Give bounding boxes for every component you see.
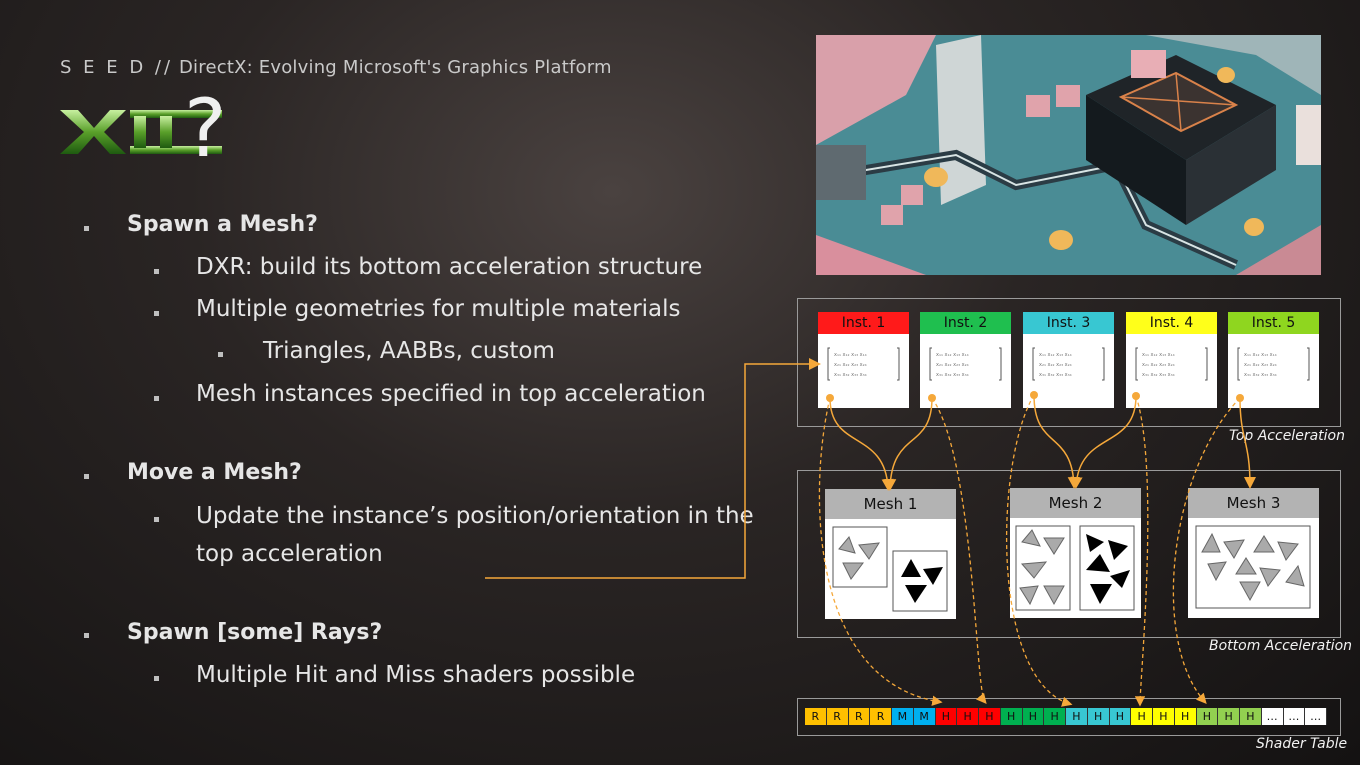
svg-text:x₂₁ x₂₂ x₂₃ x₂₄: x₂₁ x₂₂ x₂₃ x₂₄ (1244, 362, 1277, 368)
shader-table-cell: H (1001, 708, 1023, 725)
svg-text:x₂₁ x₂₂ x₂₃ x₂₄: x₂₁ x₂₂ x₂₃ x₂₄ (1039, 362, 1072, 368)
svg-text:x₃₁ x₃₂ x₃₃ x₃₄: x₃₁ x₃₂ x₃₃ x₃₄ (936, 372, 969, 378)
slide-header (60, 57, 612, 78)
mesh-3-header: Mesh 3 (1188, 488, 1319, 518)
shader-table-cell: H (957, 708, 979, 725)
scene-render-image (816, 35, 1321, 275)
matrix-icon (1023, 334, 1114, 408)
shader-table-cell: … (1284, 708, 1306, 725)
svg-text:x₂₁ x₂₂ x₂₃ x₂₄: x₂₁ x₂₂ x₂₃ x₂₄ (1142, 362, 1175, 368)
shader-table-cell: H (1088, 708, 1110, 725)
shader-table-cell: … (1262, 708, 1284, 725)
instance-4-header: Inst. 4 (1126, 312, 1217, 334)
shader-table-cell: H (1044, 708, 1066, 725)
shader-table-cell: H (1153, 708, 1175, 725)
instance-1-header: Inst. 1 (818, 312, 909, 334)
bullet-spawn-mesh: Spawn a Mesh? (127, 212, 318, 237)
matrix-icon (1126, 334, 1217, 408)
shader-table-label: Shader Table (1256, 736, 1348, 752)
matrix-icon (920, 334, 1011, 408)
shader-table-cell: R (849, 708, 871, 725)
shader-table-cell: R (870, 708, 892, 725)
matrix-icon (1228, 334, 1319, 408)
svg-text:x₁₁ x₁₂ x₁₃ x₁₄: x₁₁ x₁₂ x₁₃ x₁₄ (1039, 352, 1072, 358)
bullet-marker (154, 676, 159, 681)
bullet-marker (84, 474, 89, 479)
shader-table-cell: … (1305, 708, 1327, 725)
instance-3-header: Inst. 3 (1023, 312, 1114, 334)
directx-xii-logo (58, 82, 238, 175)
bullet-marker (218, 352, 223, 357)
bullet-marker (154, 311, 159, 316)
svg-text:x₁₁ x₁₂ x₁₃ x₁₄: x₁₁ x₁₂ x₁₃ x₁₄ (1244, 352, 1277, 358)
mesh-2-header: Mesh 2 (1010, 488, 1141, 518)
shader-table-cell: R (827, 708, 849, 725)
logo-question-mark: ? (184, 82, 227, 175)
svg-text:x₃₁ x₃₂ x₃₃ x₃₄: x₃₁ x₃₂ x₃₃ x₃₄ (1244, 372, 1277, 378)
shader-table-cell: H (1066, 708, 1088, 725)
header-prefix: S E E D // (60, 57, 174, 78)
bullet-hit-miss: Multiple Hit and Miss shaders possible (196, 662, 636, 688)
bullet-multiple-geometries: Multiple geometries for multiple materials (196, 296, 681, 322)
bullet-move-mesh: Move a Mesh? (127, 460, 302, 485)
svg-text:x₁₁ x₁₂ x₁₃ x₁₄: x₁₁ x₁₂ x₁₃ x₁₄ (1142, 352, 1175, 358)
svg-text:x₃₁ x₃₂ x₃₃ x₃₄: x₃₁ x₃₂ x₃₃ x₃₄ (1039, 372, 1072, 378)
bullet-spawn-rays: Spawn [some] Rays? (127, 620, 383, 645)
bullet-marker (154, 517, 159, 522)
shader-table-cell: H (1240, 708, 1262, 725)
shader-table-cell: H (1218, 708, 1240, 725)
mesh-3 (1188, 488, 1319, 618)
instance-5-header: Inst. 5 (1228, 312, 1319, 334)
bullet-update-instance-cont: top acceleration (196, 541, 383, 567)
shader-table-cell: H (1023, 708, 1045, 725)
shader-table-cell: M (892, 708, 914, 725)
instance-2-header: Inst. 2 (920, 312, 1011, 334)
instance-2 (920, 312, 1011, 408)
bullet-marker (154, 396, 159, 401)
mesh-1-geometry (825, 519, 956, 619)
bullet-marker (154, 269, 159, 274)
svg-text:x₁₁ x₁₂ x₁₃ x₁₄: x₁₁ x₁₂ x₁₃ x₁₄ (834, 352, 867, 358)
instance-5 (1228, 312, 1319, 408)
scene-illustration (816, 35, 1321, 275)
svg-text:x₂₁ x₂₂ x₂₃ x₂₄: x₂₁ x₂₂ x₂₃ x₂₄ (834, 362, 867, 368)
bullet-triangles: Triangles, AABBs, custom (263, 338, 555, 364)
instance-4 (1126, 312, 1217, 408)
bullet-marker (84, 633, 89, 638)
top-acceleration-label: Top Acceleration (1229, 428, 1345, 444)
shader-table-cell: H (1110, 708, 1132, 725)
shader-table-cell: H (1197, 708, 1219, 725)
shader-table-cell: H (1175, 708, 1197, 725)
instance-3 (1023, 312, 1114, 408)
bullet-mesh-instances: Mesh instances specified in top acceleration (196, 381, 706, 407)
mesh-1-header: Mesh 1 (825, 489, 956, 519)
header-title: DirectX: Evolving Microsoft's Graphics Platform (178, 57, 612, 78)
svg-text:x₂₁ x₂₂ x₂₃ x₂₄: x₂₁ x₂₂ x₂₃ x₂₄ (936, 362, 969, 368)
mesh-2-geometry (1010, 518, 1141, 618)
mesh-3-geometry (1188, 518, 1319, 618)
matrix-icon (818, 334, 909, 408)
mesh-2 (1010, 488, 1141, 618)
shader-table-cell: H (936, 708, 958, 725)
bullet-dxr-build: DXR: build its bottom acceleration structure (196, 254, 703, 280)
svg-text:x₁₁ x₁₂ x₁₃ x₁₄: x₁₁ x₁₂ x₁₃ x₁₄ (936, 352, 969, 358)
svg-text:x₃₁ x₃₂ x₃₃ x₃₄: x₃₁ x₃₂ x₃₃ x₃₄ (834, 372, 867, 378)
mesh-1 (825, 489, 956, 619)
bullet-marker (84, 226, 89, 231)
instance-1 (818, 312, 909, 408)
shader-table-cell: H (979, 708, 1001, 725)
bottom-acceleration-label: Bottom Acceleration (1209, 638, 1353, 654)
svg-text:x₃₁ x₃₂ x₃₃ x₃₄: x₃₁ x₃₂ x₃₃ x₃₄ (1142, 372, 1175, 378)
shader-table-cell: M (914, 708, 936, 725)
shader-table-cell: H (1131, 708, 1153, 725)
bullet-update-instance: Update the instance’s position/orientation in the (196, 503, 754, 529)
shader-table-cell: R (805, 708, 827, 725)
